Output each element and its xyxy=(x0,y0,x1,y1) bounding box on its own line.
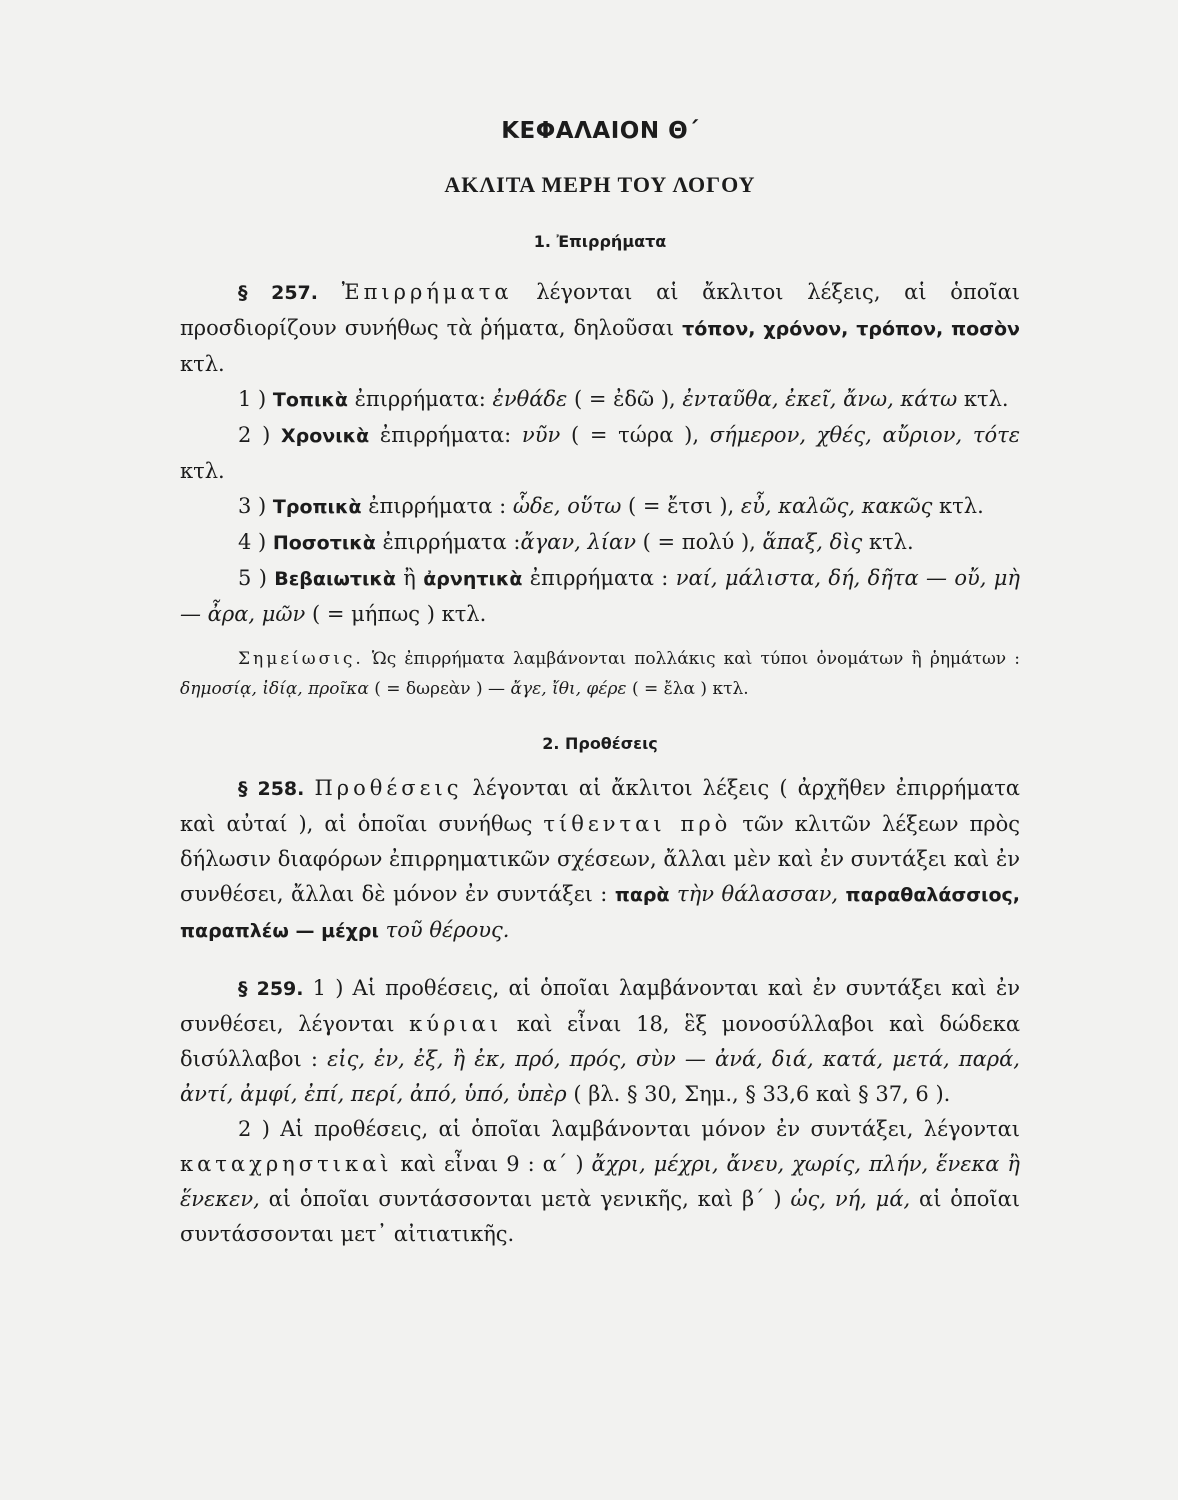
spaced-term: Ἐπιρρήματα xyxy=(341,280,513,304)
section-number: § 258. xyxy=(238,778,305,800)
bold-term: τόπον, χρόνον, τρόπον, ποσὸν xyxy=(682,318,1021,340)
paragraph-259-part-2: 2 ) Αἱ προθέσεις, αἱ ὁποῖαι λαμβάνονται μόνον ἐν συντάξει, λέγονται καταχρηστικαὶ καὶ εἶναι 9 : α΄ ) ἄχρι, μέχρι, ἄνευ, χωρίς, πλήν, ἕνεκα ἢ ἕνεκεν, αἱ ὁποῖαι συντάσσονται μετὰ γενικῆς, καὶ β΄ ) ὡς, νή, μά, αἱ ὁποῖαι συντάσσονται μετ᾽ αἰτιατικῆς. xyxy=(180,1117,1020,1246)
chapter-subtitle: ΑΚΛΙΤΑ ΜΕΡΗ ΤΟΥ ΛΟΓΟΥ xyxy=(444,172,756,197)
adverb-item-2: 2 ) Χρονικὰ ἐπιρρήματα: νῦν ( = τώρα ), σήμερον, χθές, αὔριον, τότε κτλ. xyxy=(180,423,1020,483)
paragraph-258: § 258. Προθέσεις λέγονται αἱ ἄκλιτοι λέξεις ( ἀρχῆθεν ἐπιρρήματα καὶ αὐταί ), αἱ ὁποῖαι συνήθως τίθενται πρὸ τῶν κλιτῶν λέξεων πρὸς δήλωσιν διαφόρων ἐπιρρηματικῶν σχέσεων, ἄλλαι μὲν καὶ ἐν συντάξει καὶ ἐν συνθέσει, ἄλλαι δὲ μόνον ἐν συντάξει : παρὰ τὴν θάλασσαν, παραθαλάσσιος, παραπλέω — μέχρι τοῦ θέρους. xyxy=(180,776,1021,942)
adverb-item-3: 3 ) Τροπικὰ ἐπιρρήματα : ὧδε, οὕτω ( = ἔτσι ), εὖ, καλῶς, κακῶς κτλ. xyxy=(238,494,984,518)
paragraph-259: § 259. 1 ) Αἱ προθέσεις, αἱ ὁποῖαι λαμβάνονται καὶ ἐν συντάξει καὶ ἐν συνθέσει, λέγονται κύριαι καὶ εἶναι 18, ἓξ μονοσύλλαβοι καὶ δώδεκα δισύλλαβοι : εἰς, ἐν, ἐξ, ἢ ἐκ, πρό, πρός, σὺν — ἀνά, διά, κατά, μετά, παρά, ἀντί, ἀμφί, ἐπί, περί, ἀπό, ὑπό, ὑπὲρ ( βλ. § 30, Σημ., § 33,6 καὶ § 37, 6 ). xyxy=(180,976,1021,1106)
section-number: § 259. xyxy=(238,978,304,1000)
section-heading-prepositions: 2. Προθέσεις xyxy=(542,734,658,753)
adverb-item-1: 1 ) Τοπικὰ ἐπιρρήματα: ἐνθάδε ( = ἐδῶ ), ἐνταῦθα, ἐκεῖ, ἄνω, κάτω κτλ. xyxy=(238,387,1009,411)
note-label: Σημείωσις. xyxy=(238,649,364,669)
adverb-item-5: 5 ) Βεβαιωτικὰ ἢ ἀρνητικὰ ἐπιρρήματα : ναί, μάλιστα, δή, δῆτα — οὔ, μὴ — ἆρα, μῶν ( = μήπως ) κτλ. xyxy=(180,566,1021,626)
spaced-term: Προθέσεις xyxy=(314,776,463,800)
chapter-title: ΚΕΦΑΛΑΙΟΝ Θ΄ xyxy=(501,118,699,144)
paragraph-257: § 257. Ἐπιρρήματα λέγονται αἱ ἄκλιτοι λέξεις, αἱ ὁποῖαι προσδιορίζουν συνήθως τὰ ῥήματα, δηλοῦσαι τόπον, χρόνον, τρόπον, ποσὸν κτλ. xyxy=(180,280,1021,376)
note-paragraph: Σημείωσις. Ὡς ἐπιρρήματα λαμβάνονται πολλάκις καὶ τύποι ὀνομάτων ἢ ῥημάτων : δημοσίᾳ, ἰδίᾳ, προῖκα ( = δωρεὰν ) — ἄγε, ἴθι, φέρε ( = ἔλα ) κτλ. xyxy=(180,649,1020,699)
section-number: § 257. xyxy=(238,282,318,304)
adverb-item-4: 4 ) Ποσοτικὰ ἐπιρρήματα :ἄγαν, λίαν ( = πολύ ), ἅπαξ, δὶς κτλ. xyxy=(238,530,914,554)
section-heading-adverbs: 1. Ἐπιρρήματα xyxy=(533,232,667,251)
book-page xyxy=(180,118,1020,1252)
